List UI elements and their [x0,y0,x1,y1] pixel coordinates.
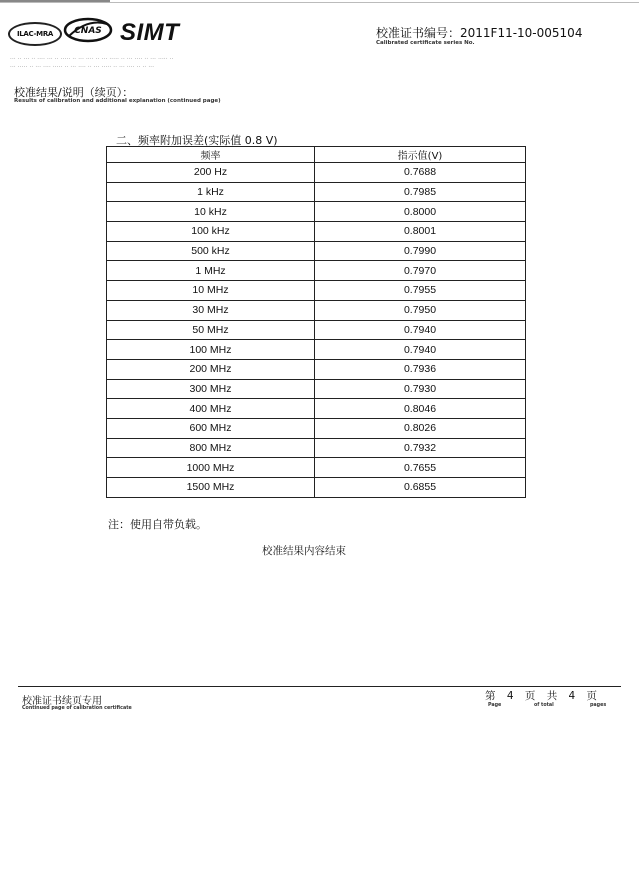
indicated-value-cell: 0.7970 [315,261,526,281]
table-row [107,458,526,478]
table-row [107,261,526,281]
frequency-error-table [106,146,526,498]
frequency-cell: 200 Hz [107,163,315,183]
indicated-value-cell: 0.7930 [315,379,526,399]
table-row [107,202,526,222]
frequency-cell: 100 MHz [107,340,315,360]
cnas-logo [63,16,113,44]
frequency-cell: 800 MHz [107,438,315,458]
section-title: 二、频率附加误差(实际值 0.8 V) [116,134,278,147]
table-row [107,222,526,242]
table-row [107,399,526,419]
indicated-value-cell: 0.8001 [315,222,526,242]
page-counter-en-page: Page [488,703,502,708]
page-counter-en [488,703,606,708]
indicated-value-cell: 0.7936 [315,359,526,379]
indicated-value-cell: 0.6855 [315,478,526,498]
end-of-results-text: 校准结果内容结束 [262,545,346,557]
frequency-cell: 1 kHz [107,182,315,202]
page-counter-en-of: of total [534,703,554,708]
table-row [107,182,526,202]
note-text: 注：使用自带负载。 [108,518,207,531]
simt-logo: SIMT [120,19,180,46]
frequency-cell: 1500 MHz [107,478,315,498]
frequency-cell: 10 MHz [107,281,315,301]
table-row [107,478,526,498]
indicated-value-cell: 0.7985 [315,182,526,202]
results-title-en: Results of calibration and additional explanation (continued page) [14,98,221,104]
frequency-cell: 30 MHz [107,300,315,320]
certificate-number: 校准证书编号：2011F11-10-005104 [376,26,583,40]
page-counter: 第 4 页 共 4 页 [485,690,598,702]
letterhead-rule-2: ··· ····· ·· ··· ···· ····· ·· ··· ···· ·· ··· ····· ·· ··· ···· ·· ·· ··· [10,64,155,70]
table-row [107,320,526,340]
table-row [107,340,526,360]
table-header-row [107,147,526,163]
frequency-cell: 10 kHz [107,202,315,222]
letterhead-rule-1: ··· ·· ··· ·· ···· ··· ·· ····· ·· ··· ···· ·· ··· ····· ·· ··· ···· ·· ··· ····· ·· [10,56,174,62]
frequency-cell: 50 MHz [107,320,315,340]
table-row [107,418,526,438]
indicated-value-cell: 0.7655 [315,458,526,478]
table-row [107,241,526,261]
header-frequency: 频率 [107,147,315,163]
table-row [107,379,526,399]
indicated-value-cell: 0.8046 [315,399,526,419]
footer-continued-page: 校准证书续页专用 [22,696,102,707]
table-row [107,359,526,379]
header-indicated-value: 指示值(V) [315,147,526,163]
indicated-value-cell: 0.8000 [315,202,526,222]
frequency-cell: 600 MHz [107,418,315,438]
frequency-cell: 1000 MHz [107,458,315,478]
frequency-cell: 200 MHz [107,359,315,379]
indicated-value-cell: 0.7950 [315,300,526,320]
frequency-cell: 1 MHz [107,261,315,281]
frequency-cell: 400 MHz [107,399,315,419]
indicated-value-cell: 0.7955 [315,281,526,301]
frequency-cell: 100 kHz [107,222,315,242]
ilac-mra-logo: ILAC-MRA [8,22,62,46]
table-row [107,281,526,301]
indicated-value-cell: 0.7990 [315,241,526,261]
results-title: 校准结果/说明（续页）： [14,86,134,99]
cnas-logo-text: CNAS [74,26,102,36]
top-edge-line [0,2,639,3]
indicated-value-cell: 0.7688 [315,163,526,183]
table-row [107,438,526,458]
indicated-value-cell: 0.7932 [315,438,526,458]
indicated-value-cell: 0.8026 [315,418,526,438]
certificate-number-en: Calibrated certificate series No. [376,40,475,46]
footer-continued-page-en: Continued page of calibration certificate [22,706,132,711]
indicated-value-cell: 0.7940 [315,340,526,360]
letterhead-fine-print [10,55,310,71]
indicated-value-cell: 0.7940 [315,320,526,340]
frequency-cell: 500 kHz [107,241,315,261]
footer-rule [18,686,621,687]
page-counter-en-pages: pages [590,703,607,708]
frequency-cell: 300 MHz [107,379,315,399]
table-row [107,163,526,183]
table-row [107,300,526,320]
